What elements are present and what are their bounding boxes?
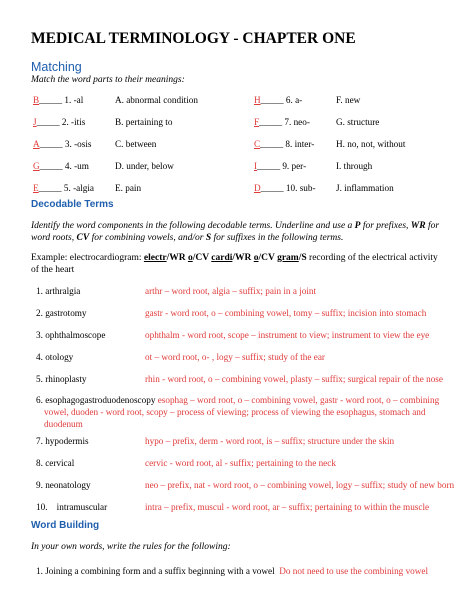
matching-blank: _____ (260, 95, 284, 105)
matching-option (336, 95, 360, 105)
matching-row (33, 183, 94, 193)
matching-option-letter: C. (115, 139, 126, 149)
matching-option-letter: I. (336, 161, 344, 171)
matching-word-part: -al (73, 95, 84, 105)
matching-number: 4. (62, 161, 75, 171)
matching-row (33, 161, 89, 171)
matching-option-letter: J. (336, 183, 345, 193)
matching-option (336, 161, 372, 171)
matching-answer: F (254, 117, 260, 127)
matching-option-meaning: inflammation (344, 183, 394, 193)
matching-blank: _____ (39, 95, 63, 105)
matching-word-part: neo- (293, 117, 310, 127)
matching-word-part: sub- (299, 183, 316, 193)
matching-row (254, 183, 316, 193)
matching-option (115, 117, 172, 127)
matching-row (254, 117, 310, 127)
matching-option-letter: A. (115, 95, 127, 105)
matching-row (33, 95, 83, 105)
matching-word-part: inter- (294, 139, 315, 149)
matching-option (115, 139, 156, 149)
word-building-heading: Word Building (31, 520, 100, 531)
matching-blank: _____ (36, 117, 60, 127)
matching-option (336, 139, 405, 149)
matching-option-meaning: structure (347, 117, 380, 127)
page-title: MEDICAL TERMINOLOGY - CHAPTER ONE (31, 30, 356, 47)
matching-option-letter: E. (115, 183, 126, 193)
matching-option-meaning: between (125, 139, 157, 149)
list-item: 6. esophagogastroduodenoscopy esophag – word root, o – combining vowel, gastr - word root, o – combining vowel, duoden - word root, scopy – process of viewing; process of viewing the esophagus, stomach and duodenum (36, 395, 440, 429)
matching-answer: B (33, 95, 40, 105)
matching-number: 5. (61, 183, 74, 193)
decodable-heading: Decodable Terms (31, 199, 114, 210)
matching-option-meaning: under, below (126, 161, 174, 171)
matching-row (254, 95, 302, 105)
matching-option (115, 183, 141, 193)
matching-number: 3. (62, 139, 75, 149)
matching-number: 6. (283, 95, 296, 105)
matching-row (254, 139, 314, 149)
word-building-item: 1. Joining a combining form and a suffix beginning with a vowel Do not need to use the combining vowel (36, 566, 429, 576)
matching-answer: C (254, 139, 261, 149)
matching-number: 9. (280, 161, 292, 171)
matching-answer: H (254, 95, 261, 105)
matching-word-part: -itis (71, 117, 86, 127)
matching-option-meaning: pain (125, 183, 142, 193)
matching-blank: _____ (257, 161, 281, 171)
matching-answer: D (254, 183, 261, 193)
matching-option-letter: H. (336, 139, 348, 149)
matching-option-letter: B. (115, 117, 126, 127)
matching-option (336, 183, 394, 193)
decodable-instruction: Identify the word components in the following decodable terms. Underline and use a P for prefixes, WR for word roots, CV for combining vowels, and/or S for suffixes in the following terms. (31, 221, 440, 243)
matching-blank: _____ (260, 139, 284, 149)
matching-word-part: -algia (73, 183, 94, 193)
matching-answer: I (254, 161, 258, 171)
matching-row (33, 139, 91, 149)
matching-number: 10. (283, 183, 300, 193)
matching-option (115, 95, 198, 105)
matching-option (336, 117, 379, 127)
matching-option-letter: F. (336, 95, 345, 105)
matching-answer: G (33, 161, 40, 171)
matching-blank: _____ (260, 183, 284, 193)
matching-word-part: -osis (74, 139, 92, 149)
matching-blank: _____ (39, 139, 63, 149)
matching-answer: J (33, 117, 37, 127)
matching-option-meaning: abnormal condition (126, 95, 198, 105)
matching-row (33, 117, 85, 127)
matching-answer: A (33, 139, 40, 149)
matching-option-meaning: pertaining to (125, 117, 173, 127)
matching-blank: _____ (259, 117, 283, 127)
word-building-instruction: In your own words, write the rules for the following: (31, 542, 231, 552)
matching-option-meaning: through (343, 161, 373, 171)
matching-option-letter: D. (115, 161, 127, 171)
matching-row (254, 161, 306, 171)
matching-word-part: a- (295, 95, 303, 105)
matching-number: 8. (283, 139, 295, 149)
matching-word-part: per- (291, 161, 307, 171)
matching-option (115, 161, 174, 171)
matching-number: 7. (282, 117, 294, 127)
matching-blank: _____ (39, 161, 63, 171)
matching-option-meaning: no, not, without (347, 139, 406, 149)
matching-instruction: Match the word parts to their meanings: (31, 75, 185, 85)
matching-number: 2. (59, 117, 72, 127)
matching-answer: E (33, 183, 39, 193)
matching-number: 1. (62, 95, 74, 105)
matching-heading: Matching (31, 60, 82, 74)
matching-blank: _____ (38, 183, 62, 193)
decodable-example: Example: electrocardiogram: electr/WR o/CV cardi/WR o/CV gram/S recording of the electrical activity of the heart (31, 253, 438, 275)
matching-option-letter: G. (336, 117, 348, 127)
matching-option-meaning: new (344, 95, 361, 105)
matching-word-part: -um (74, 161, 89, 171)
